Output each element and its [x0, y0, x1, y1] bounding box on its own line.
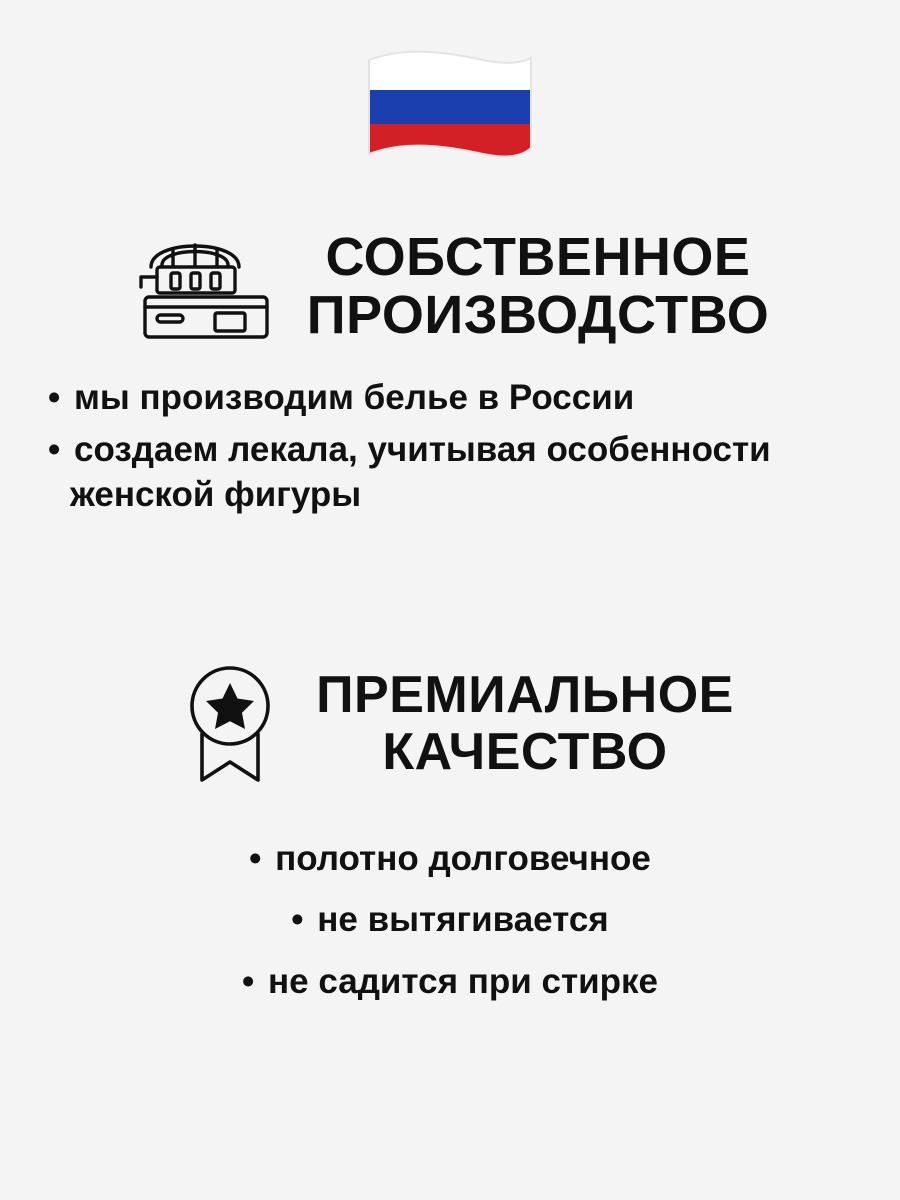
section-title-line-1: СОБСТВЕННОЕ	[325, 226, 751, 287]
feature-list	[0, 375, 900, 518]
bullet-marker: •	[48, 378, 65, 417]
bullet-marker: •	[48, 429, 65, 469]
section-own-production	[0, 221, 900, 524]
list-item-label: полотно долговечное	[275, 838, 651, 878]
bullet-marker: •	[249, 838, 266, 878]
award-ribbon-star-icon	[166, 654, 294, 794]
list-item-label: не вытягивается	[317, 900, 609, 939]
list-item	[48, 375, 900, 421]
russian-flag-icon	[355, 38, 545, 183]
list-item-label: не садится при стирке	[268, 961, 658, 1001]
list-item	[0, 897, 900, 943]
list-item	[0, 836, 900, 882]
bullet-marker: •	[291, 900, 308, 939]
section-title-line-1: ПРЕМИАЛЬНОЕ	[316, 666, 734, 725]
section-header	[0, 654, 900, 794]
section-title	[307, 228, 769, 345]
section-title-line-2: ПРОИЗВОДСТВО	[306, 285, 770, 345]
factory-icon	[131, 221, 281, 351]
section-title-line-2: КАЧЕСТВО	[382, 722, 668, 781]
list-item	[0, 959, 900, 1005]
section-header	[0, 221, 900, 351]
list-item-label: мы производим белье в России	[74, 378, 635, 417]
section-title	[316, 667, 734, 779]
feature-list	[0, 836, 900, 1005]
list-item	[48, 427, 900, 518]
list-item-label: создаем лекала, учитывая особенности женской фигуры	[70, 429, 771, 514]
section-premium-quality	[0, 654, 900, 1021]
bullet-marker: •	[242, 961, 259, 1001]
